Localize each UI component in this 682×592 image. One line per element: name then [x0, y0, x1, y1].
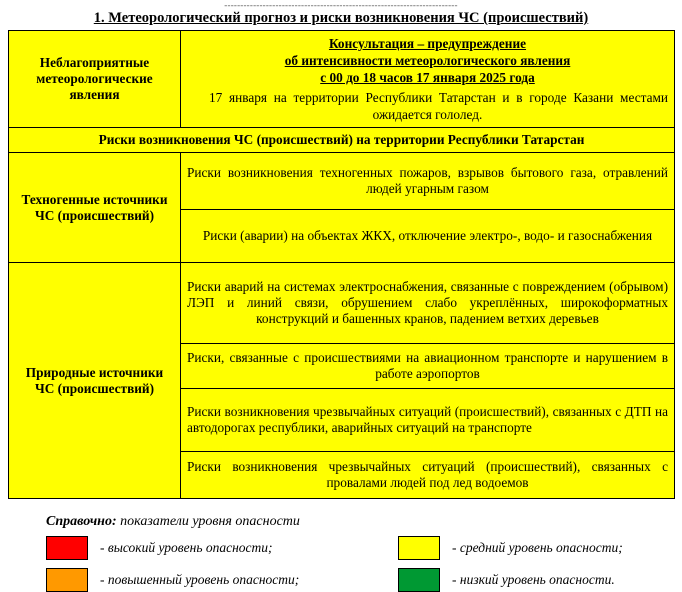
legend-swatch-high: [46, 536, 88, 560]
legend-grid: [46, 536, 674, 592]
table-row: [9, 153, 675, 210]
weather-heading-line-3: с 00 до 18 часов 17 января 2025 года: [320, 70, 535, 85]
legend-label-elevated: - повышенный уровень опасности;: [100, 572, 300, 587]
nature-row-3: Риски возникновения чрезвычайных ситуаций (происшествий), связанных с ДТП на автодорогах республики, аварийных ситуаций на транспорте: [181, 389, 675, 452]
legend-title: [46, 513, 674, 536]
nature-row-4: Риски возникновения чрезвычайных ситуаций (происшествий), связанных с провалами людей под лед водоемов: [181, 452, 675, 499]
nature-label-cell: Природные источники ЧС (происшествий): [9, 263, 181, 499]
page-title: 1. Метеорологический прогноз и риски возникновения ЧС (происшествий): [93, 10, 589, 26]
legend-swatch-elevated: [46, 568, 88, 592]
legend-swatch-low: [398, 568, 440, 592]
table-row: [9, 128, 675, 153]
weather-heading-line-1: Консультация – предупреждение: [328, 36, 527, 51]
legend: [8, 513, 674, 592]
table-row: [9, 31, 675, 128]
nature-row-2: Риски, связанные с происшествиями на авиационном транспорте и нарушением в работе аэропортов: [181, 344, 675, 389]
weather-heading-line-2: об интенсивности метеорологического явления: [284, 53, 571, 68]
weather-paragraph: 17 января на территории Республики Татарстан и в городе Казани местами ожидается гололед.: [209, 90, 668, 122]
legend-label-medium: - средний уровень опасности;: [452, 540, 623, 555]
legend-title-rest: показатели уровня опасности: [116, 514, 300, 529]
legend-label-high: - высокий уровень опасности;: [100, 540, 273, 555]
legend-label-low: - низкий уровень опасности.: [452, 572, 615, 587]
nature-row-1: Риски аварий на системах электроснабжения, связанные с повреждением (обрывом) ЛЭП и линий связи, обрушением слабо укреплённых, широкоформатных конструкций и башенных кранов, падением ветхих деревьев: [181, 263, 675, 344]
weather-body-cell: [181, 31, 675, 128]
tech-row-1: Риски возникновения техногенных пожаров, взрывов бытового газа, отравлений людей угарным газом: [181, 153, 675, 210]
forecast-risk-table: [8, 30, 675, 499]
tech-label-cell: Техногенные источники ЧС (происшествий): [9, 153, 181, 263]
tech-row-2: Риски (аварии) на объектах ЖКХ, отключение электро-, водо- и газоснабжения: [181, 210, 675, 263]
table-row: [9, 263, 675, 344]
legend-title-prefix: Справочно:: [46, 514, 117, 529]
risk-banner-cell: Риски возникновения ЧС (происшествий) на территории Республики Татарстан: [9, 128, 675, 153]
cut-line: -------------------------------------------------------------------------: [224, 0, 458, 10]
legend-swatch-medium: [398, 536, 440, 560]
weather-label-cell: Неблагоприятные метеорологические явления: [9, 31, 181, 128]
